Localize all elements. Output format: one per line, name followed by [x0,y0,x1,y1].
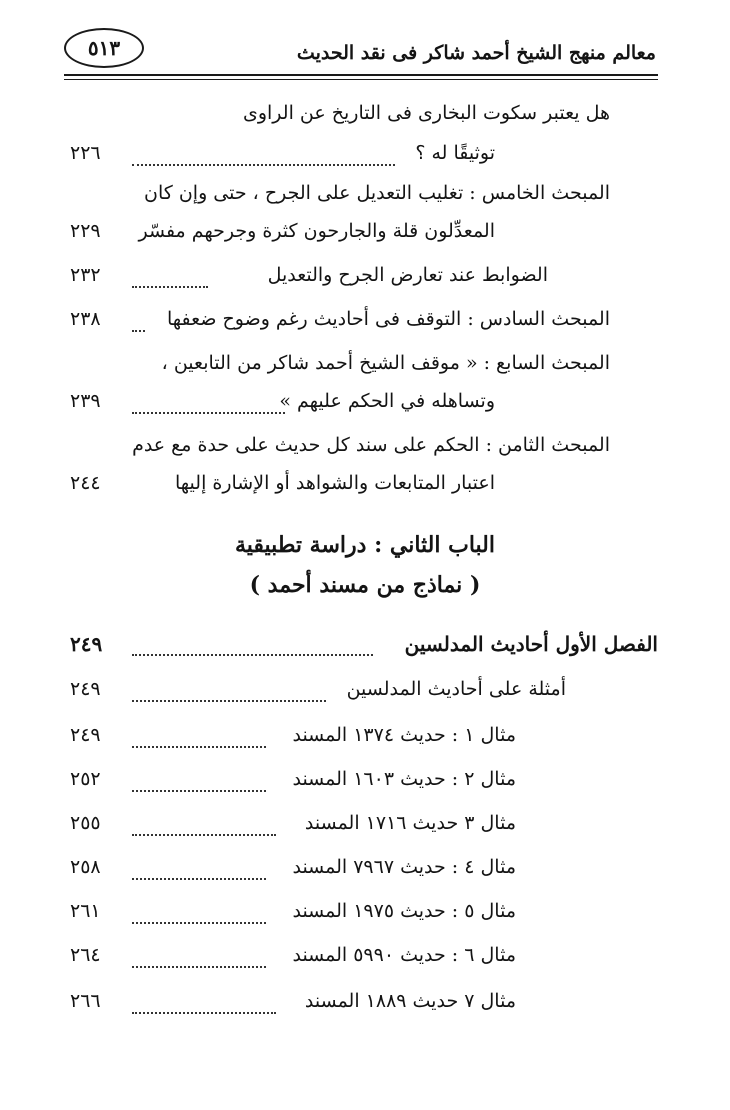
example-entry [62,894,516,930]
toc-page-number: ٢٥٨ [70,856,101,878]
example-entry [62,806,516,842]
toc-page-number: ٢٤٩ [70,678,101,700]
example-entry [62,850,516,886]
toc-page-number: ٢٤٩ [70,724,101,746]
example-entry [62,984,516,1020]
dot-leader [132,946,266,968]
toc-page-number: ٢٦٤ [70,944,101,966]
toc-entry [62,346,610,382]
toc-page-number: ٢٥٢ [70,768,101,790]
toc-entry-text: وتساهله في الحكم عليهم » [279,390,495,412]
toc-page-number: ٢٦١ [70,900,101,922]
example-entry [62,718,516,754]
toc-entry [62,136,495,172]
toc-entry [62,466,495,502]
example-entry-text: مثال ٦ : حديث ٥٩٩٠ المسند [292,944,516,966]
dot-leader [132,726,266,748]
toc-page-number: ٢٤٩ [70,632,103,656]
dot-leader [132,770,266,792]
page-number: ٥١٣ [87,36,121,60]
toc-page-number: ٢٢٩ [70,220,101,242]
toc-entry-text: هل يعتبر سكوت البخارى فى التاريخ عن الراوى [242,102,610,124]
toc-entry-text: المعدِّلون قلة والجارحون كثرة وجرحهم مفسّر [138,220,495,242]
toc-entry-text: المبحث الثامن : الحكم على سند كل حديث على حدة مع عدم [132,434,610,456]
header-rule-thin [64,79,658,80]
chapter-entry [62,626,658,662]
dot-leader [132,858,266,880]
header-rule [64,74,658,76]
dot-leader [132,310,145,332]
example-entry-text: مثال ٤ : حديث ٧٩٦٧ المسند [292,856,516,878]
example-entry-text: مثال ١ : حديث ١٣٧٤ المسند [292,724,516,746]
toc-page-number: ٢٤٤ [70,472,101,494]
toc-page-number: ٢٣٨ [70,308,101,330]
example-entry-text: مثال ٥ : حديث ١٩٧٥ المسند [292,900,516,922]
toc-entry-text: أمثلة على أحاديث المدلسين [346,678,566,700]
toc-entry-text: المبحث السادس : التوقف فى أحاديث رغم وضوح ضعفها [167,308,610,330]
toc-entry-text: اعتبار المتابعات والشواهد أو الإشارة إليها [175,472,495,494]
toc-page-number: ٢٥٥ [70,812,101,834]
toc-entry [62,302,610,338]
toc-page-number: ٢٦٦ [70,990,101,1012]
toc-entry-text: الضوابط عند تعارض الجرح والتعديل [267,264,548,286]
chapter-entry-text: الفصل الأول أحاديث المدلسين [404,632,658,656]
example-entry-text: مثال ٧ حديث ١٨٨٩ المسند [304,990,516,1012]
toc-entry [62,384,495,420]
toc-entry [62,428,610,464]
toc-page-number: ٢٣٢ [70,264,101,286]
part-subheading: ( نماذج من مسند أحمد ) [249,572,481,598]
toc-page-number: ٢٢٦ [70,142,101,164]
toc-entry [62,672,566,708]
toc-entry-text: توثيقًا له ؟ [415,142,495,164]
toc-page-number: ٢٣٩ [70,390,101,412]
toc-entry [62,258,548,294]
toc-entry [62,214,495,250]
dot-leader [132,680,326,702]
toc-entry-text: المبحث السابع : « موقف الشيخ أحمد شاكر من التابعين ، [161,352,610,374]
toc-entry [62,96,610,132]
dot-leader [132,144,395,166]
dot-leader [132,634,373,656]
example-entry [62,762,516,798]
dot-leader [132,814,276,836]
dot-leader [132,266,208,288]
toc-entry-text: المبحث الخامس : تغليب التعديل على الجرح ، حتى وإن كان [144,182,610,204]
toc-entry [62,176,610,212]
example-entry-text: مثال ٣ حديث ١٧١٦ المسند [304,812,516,834]
part-heading: الباب الثاني : دراسة تطبيقية [234,532,495,558]
dot-leader [132,992,276,1014]
dot-leader [132,902,266,924]
example-entry [62,938,516,974]
dot-leader [132,392,285,414]
running-header-title: معالم منهج الشيخ أحمد شاكر فى نقد الحديث [296,42,656,64]
page-number-oval [64,28,144,68]
example-entry-text: مثال ٢ : حديث ١٦٠٣ المسند [292,768,516,790]
